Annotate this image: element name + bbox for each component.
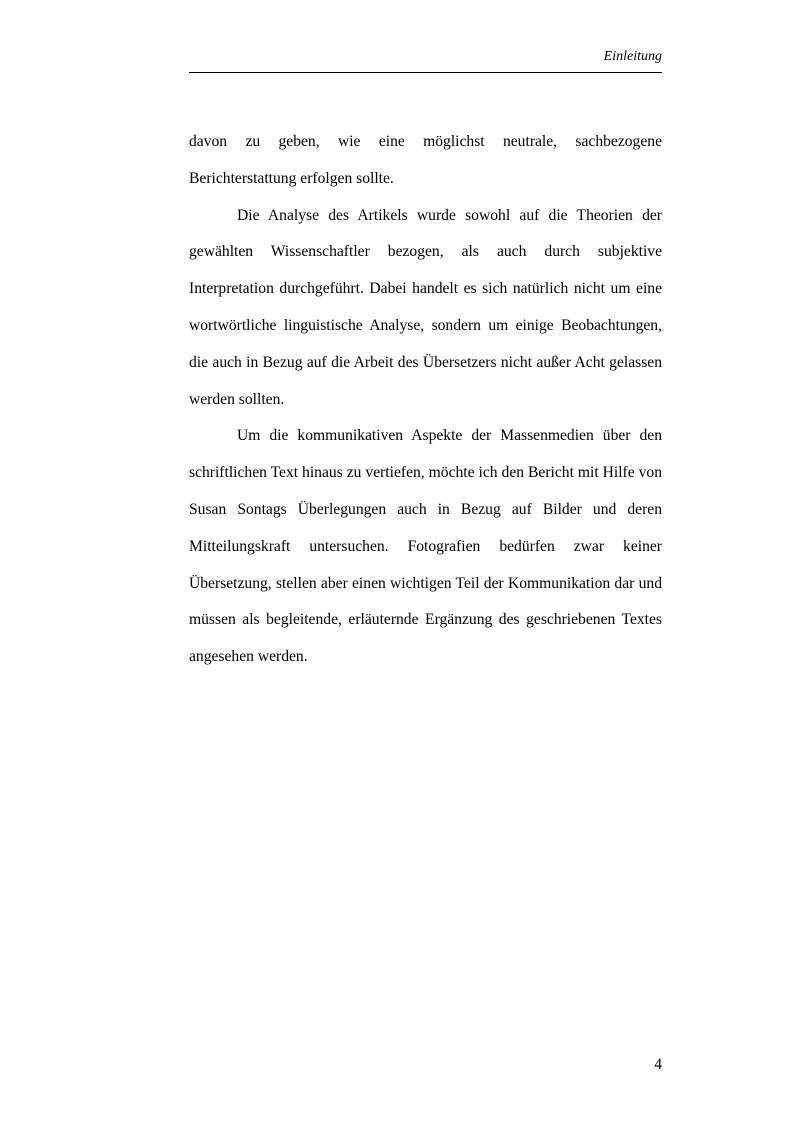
body-text: [189, 124, 662, 676]
page-header: [189, 48, 662, 73]
running-header-title: Einleitung: [603, 49, 662, 64]
page-number: 4: [654, 1056, 662, 1073]
paragraph-analysis: Die Analyse des Artikels wurde sowohl auf die Theorien der gewählten Wissenschaftler bezogen, als auch durch subjektive Interpretation durchgeführt. Dabei handelt es sich natürlich nicht um eine wortwörtliche linguistische Analyse, sondern um einige Beobachtungen, die auch in Bezug auf die Arbeit des Übersetzers nicht außer Acht gelassen werden sollten.: [189, 206, 662, 408]
paragraph-continuation: davon zu geben, wie eine möglichst neutrale, sachbezogene Berichterstattung erfolgen sollte.: [189, 133, 662, 187]
paragraph-communication: Um die kommunikativen Aspekte der Massenmedien über den schriftlichen Text hinaus zu vertiefen, möchte ich den Bericht mit Hilfe von Susan Sontags Überlegungen auch in Bezug auf Bilder und deren Mitteilungskraft untersuchen. Fotografien bedürfen zwar keiner Übersetzung, stellen aber einen wichtigen Teil der Kommunikation dar und müssen als begleitende, erläuternde Ergänzung des geschriebenen Textes angesehen werden.: [189, 427, 662, 666]
